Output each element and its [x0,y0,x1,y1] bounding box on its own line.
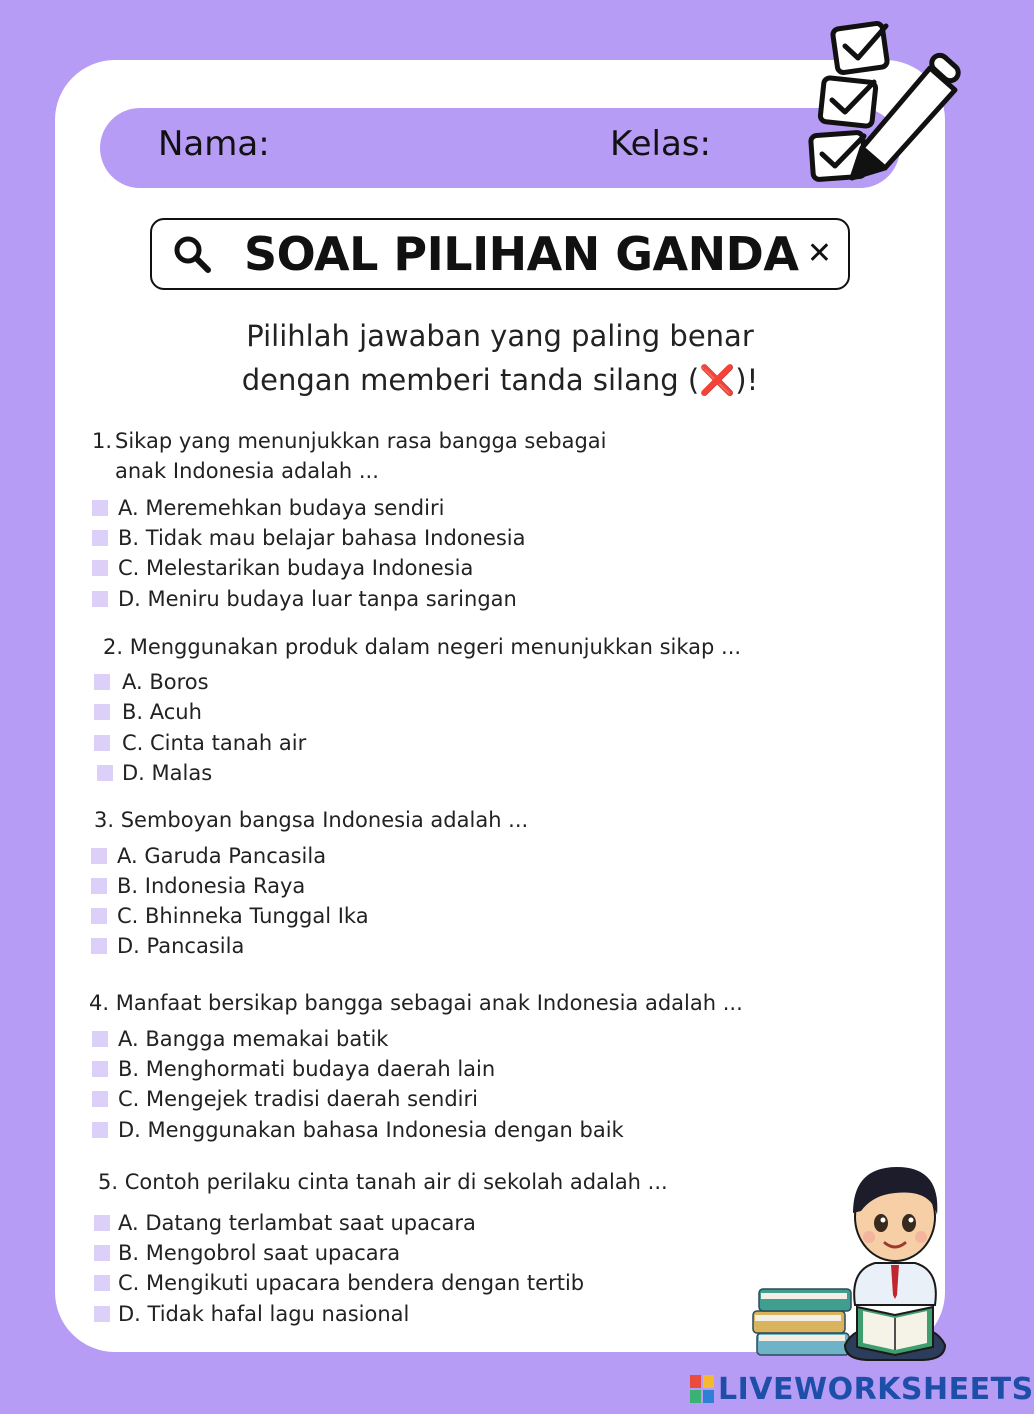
option-label: C. Melestarikan budaya Indonesia [118,556,474,580]
option-label: D. Meniru budaya luar tanpa saringan [118,587,517,611]
question-1-option-a[interactable] [92,493,444,523]
option-label: D. Malas [122,761,213,785]
question-2-option-b[interactable] [94,697,202,727]
footer-brand [690,1372,1034,1408]
worksheet-title: SOAL PILIHAN GANDA [244,227,799,281]
question-1-option-c[interactable] [92,553,473,583]
question-4-option-b[interactable] [92,1054,495,1084]
instruction-line-1: Pilihlah jawaban yang paling benar [246,319,754,353]
question-1-option-b[interactable] [92,523,526,553]
checkbox[interactable] [94,1245,110,1261]
option-label: A. Meremehkan budaya sendiri [118,496,445,520]
checkbox[interactable] [94,1215,110,1231]
checkbox[interactable] [91,848,107,864]
checkbox[interactable] [91,878,107,894]
question-3-option-d[interactable] [91,931,244,961]
option-label: A. Datang terlambat saat upacara [118,1211,476,1235]
checkbox[interactable] [91,938,107,954]
question-2-text: 2. Menggunakan produk dalam negeri menunjukkan sikap ... [103,635,742,659]
checkbox[interactable] [92,530,108,546]
checkbox[interactable] [92,500,108,516]
question-1-option-d[interactable] [92,584,517,614]
question-2-option-d[interactable] [97,758,212,788]
question-1-text-line-2: anak Indonesia adalah ... [115,459,379,483]
checklist-icon [790,18,970,188]
option-label: C. Mengikuti upacara bendera dengan tertib [118,1271,585,1295]
question-4-option-c[interactable] [92,1084,478,1114]
question-5-option-c[interactable] [94,1268,584,1298]
checkbox[interactable] [92,560,108,576]
option-label: B. Indonesia Raya [117,874,306,898]
student-reading-icon [745,1155,955,1365]
option-label: B. Acuh [122,700,202,724]
name-class-bar [100,108,900,188]
name-label: Nama: [158,124,270,164]
question-4-text: 4. Manfaat bersikap bangga sebagai anak Indonesia adalah ... [89,991,743,1015]
option-label: B. Menghormati budaya daerah lain [118,1057,496,1081]
option-label: B. Tidak mau belajar bahasa Indonesia [118,526,526,550]
checkbox[interactable] [94,674,110,690]
checkbox[interactable] [94,735,110,751]
question-3-option-b[interactable] [91,871,305,901]
question-1-number: 1. [92,429,113,453]
option-label: A. Garuda Pancasila [117,844,327,868]
option-label: C. Cinta tanah air [122,731,307,755]
checkbox[interactable] [94,1275,110,1291]
title-search-bar [150,218,850,290]
brand-name: LIVEWORKSHEETS [718,1372,1034,1407]
instruction-line-2: dengan memberi tanda silang (❌)! [241,363,759,397]
checkbox[interactable] [92,1061,108,1077]
liveworksheets-logo-icon [690,1375,714,1403]
option-label: A. Boros [122,670,209,694]
option-label: A. Bangga memakai batik [118,1027,389,1051]
checkbox[interactable] [92,1122,108,1138]
option-label: D. Menggunakan bahasa Indonesia dengan baik [118,1118,624,1142]
question-5-option-d[interactable] [94,1299,409,1329]
question-5-text: 5. Contoh perilaku cinta tanah air di sekolah adalah ... [98,1170,668,1194]
checkbox[interactable] [97,765,113,781]
checkbox[interactable] [92,591,108,607]
question-5-option-a[interactable] [94,1208,476,1238]
checkbox[interactable] [94,704,110,720]
search-icon [172,234,212,274]
option-label: C. Mengejek tradisi daerah sendiri [118,1087,478,1111]
checkbox[interactable] [92,1031,108,1047]
question-2-option-c[interactable] [94,728,306,758]
class-label: Kelas: [610,124,711,164]
option-label: B. Mengobrol saat upacara [118,1241,401,1265]
question-2-option-a[interactable] [94,667,209,697]
close-icon: ✕ [806,236,832,271]
question-3-option-c[interactable] [91,901,369,931]
option-label: D. Tidak hafal lagu nasional [118,1302,410,1326]
question-3-option-a[interactable] [91,841,326,871]
question-1-text-line-1: Sikap yang menunjukkan rasa bangga sebagai [115,429,607,453]
question-4-option-d[interactable] [92,1115,624,1145]
checkbox[interactable] [92,1091,108,1107]
question-3-text: 3. Semboyan bangsa Indonesia adalah ... [94,808,529,832]
option-label: D. Pancasila [117,934,245,958]
option-label: C. Bhinneka Tunggal Ika [117,904,369,928]
checkbox[interactable] [91,908,107,924]
question-5-option-b[interactable] [94,1238,400,1268]
checkbox[interactable] [94,1306,110,1322]
question-4-option-a[interactable] [92,1024,388,1054]
